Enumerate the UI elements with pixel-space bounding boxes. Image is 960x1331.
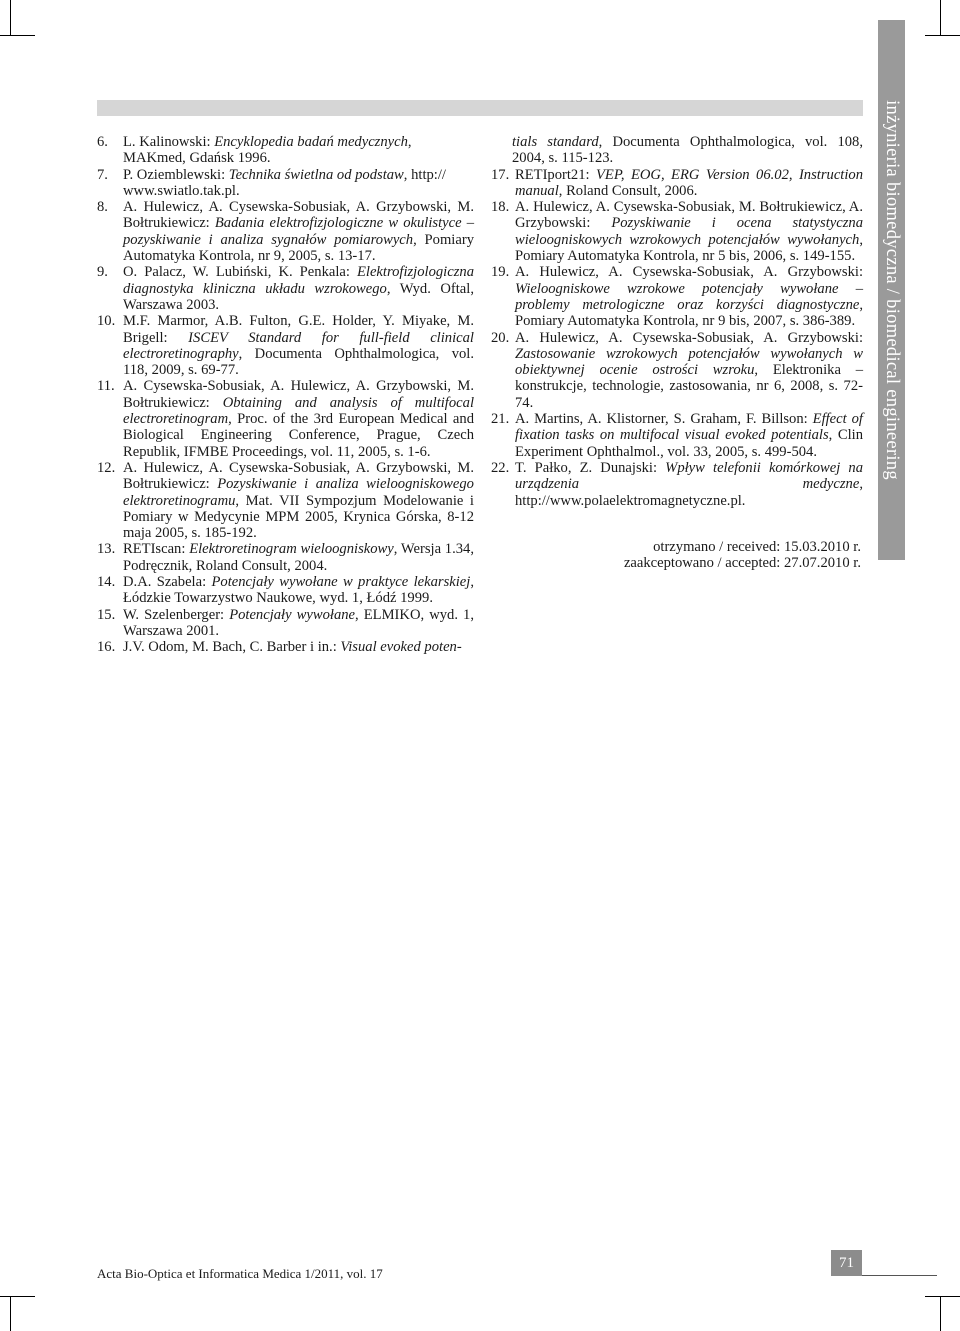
reference-item [97,639,474,655]
reference-title: Potencjały wywołane w praktyce lekarskiej [211,574,471,591]
reference-number: 17. [491,166,510,183]
reference-authors: D.A. Szabela: [123,574,212,591]
reference-item [97,199,474,264]
reference-text [123,378,474,459]
reference-item [491,264,863,329]
reference-text [123,460,474,541]
reference-text [123,639,474,655]
reference-source: , http:// www.swiatlo.tak.pl. [123,166,446,199]
reference-number: 11. [97,378,115,395]
reference-source: , Documenta Ophthalmologica, vol. 118, 2009, s. 69-77. [123,345,474,379]
reference-title: Wpływ telefonii komórkowej na urządzenia medyczne [515,459,863,493]
reference-title: Obtaining and analysis of multifocal electroretinogram [123,394,474,428]
reference-authors: T. Pałko, Z. Dunajski: [515,459,666,476]
reference-title: Elektrofizjologiczna diagnostyka kliniczna układu wzrokowego [123,264,474,297]
references-column-left [97,134,474,656]
reference-number: 19. [491,264,510,281]
reference-text [515,264,863,329]
reference-title: Visual evoked poten- [340,639,462,656]
reference-title: Technika świetlna od podstaw [228,166,404,183]
reference-source: , MAKmed, Gdańsk 1996. [123,134,412,167]
reference-authors: A. Hulewicz, A. Cysewska-Sobusiak, M. Bołtrukiewicz, A. Grzybowski: [515,199,863,232]
reference-source: , Clin Experiment Ophthalmol., vol. 33, 2005, s. 499-504. [515,427,863,460]
crop-mark [940,1296,941,1331]
reference-authors: M.F. Marmor, A.B. Fulton, G.E. Holder, Y. Miyake, M. Brigell: [123,313,474,346]
reference-item [491,411,863,460]
reference-item [97,134,474,167]
reference-number: 7. [97,166,108,183]
reference-authors: J.V. Odom, M. Bach, C. Barber i in.: [123,639,341,656]
reference-source: , Proc. of the 3rd European Medical and Biological Engineering Conference, Prague, Czech Republik, IFMBE Proceedings, vol. 11, 2005, s. 1-6. [123,411,474,460]
crop-mark [925,1296,960,1297]
accepted-date: zaakceptowano / accepted: 27.07.2010 r. [623,555,861,572]
reference-authors: O. Palacz, W. Lubiński, K. Penkala: [123,264,357,281]
reference-continuation [491,134,863,167]
reference-source: , Pomiary Automatyka Kontrola, nr 5 bis, 2006, s. 149-155. [515,231,863,265]
reference-title: tials standard [512,134,599,150]
crop-mark [10,1296,11,1331]
reference-item [97,574,474,607]
reference-item [97,541,474,574]
reference-source: , Wersja 1.34, Podręcznik, Roland Consult, 2004. [123,541,474,574]
reference-source: , ELMIKO, wyd. 1, Warszawa 2001. [123,606,475,639]
reference-title: Effect of fixation tasks on multifocal visual evoked potentials [515,411,863,444]
reference-authors: A. Hulewicz, A. Cysewska-Sobusiak, A. Grzybowski: [515,329,863,346]
reference-source: , Documenta Ophthalmologica, vol. 108, 2004, s. 115-123. [512,134,863,167]
reference-authors: W. Szelenberger: [123,606,230,623]
reference-text [123,607,474,640]
reference-text [515,411,863,460]
reference-number: 10. [97,313,116,330]
article-dates [491,539,863,572]
reference-authors: P. Oziemblewski: [123,166,229,183]
reference-item [97,607,474,640]
crop-mark [10,0,11,35]
reference-source: , Roland Consult, 2006. [558,182,698,199]
footer-rule [862,1275,937,1276]
reference-title: VEP, EOG, ERG Version 06.02, Instruction manual [515,166,863,199]
reference-number: 6. [97,134,108,150]
crop-mark [0,1296,35,1297]
crop-mark [925,35,960,36]
reference-item [97,313,474,378]
reference-text [123,167,474,200]
reference-title: Pozyskiwanie i analiza wieloogniskowego elektroretinogramu [123,476,474,509]
reference-source: , Pomiary Automatyka Kontrola, nr 9, 2005, s. 13-17. [123,231,474,265]
reference-text [515,167,863,200]
reference-number: 18. [491,199,510,216]
reference-title: Elektroretinogram wieloogniskowy [189,541,394,558]
reference-source: , Wyd. Oftal, Warszawa 2003. [123,280,474,313]
reference-number: 20. [491,329,510,346]
sidebar-banner [878,20,905,560]
reference-number: 21. [491,411,510,428]
reference-item [491,330,863,411]
references-column-right [491,134,863,571]
reference-title: Wieloogniskowe wzrokowe potencjały wywołane – problemy metrologiczne oraz korzyści diagnostyczne [515,280,863,313]
reference-source: , Łódzkie Towarzystwo Naukowe, wyd. 1, Łódź 1999. [123,574,474,607]
reference-authors: A. Hulewicz, A. Cysewska-Sobusiak, A. Grzybowski, M. Bołtrukiewicz: [123,199,474,232]
reference-number: 22. [491,459,510,476]
reference-text [515,460,863,509]
reference-source: , http://www.polaelektromagnetyczne.pl. [515,476,863,509]
reference-text [123,199,474,264]
reference-item [97,167,474,200]
reference-number: 16. [97,639,116,656]
reference-item [97,460,474,541]
reference-item [97,378,474,459]
crop-mark [940,0,941,35]
reference-title: ISCEV Standard for full-field clinical electroretinography [123,329,474,362]
received-date: otrzymano / received: 15.03.2010 r. [653,538,861,555]
reference-text [515,199,863,264]
page-number: 71 [831,1250,862,1276]
reference-text [515,330,863,411]
reference-text [123,134,474,167]
journal-footer: Acta Bio-Optica et Informatica Medica 1/2011, vol. 17 [97,1266,383,1281]
reference-authors: A. Martins, A. Klistorner, S. Graham, F. Billson: [515,411,813,428]
reference-authors: RETIscan: [123,541,190,558]
reference-number: 9. [97,264,108,281]
reference-title: Badania elektrofizjologiczne w okulistyce – pozyskiwanie i analiza sygnałów pomiarowych [123,215,474,248]
reference-number: 13. [97,541,116,558]
reference-source: , Elektronika – konstrukcje, technologie, zastosowania, nr 6, 2008, s. 72-74. [515,362,864,411]
reference-title: Encyklopedia badań medycznych [214,134,408,150]
reference-title: Pozyskiwanie i ocena statystyczna wieloogniskowych wzrokowych potencjałów wywołanych [515,215,863,248]
reference-source: , Mat. VII Sympozjum Modelowanie i Pomiary w Medycynie MPM 2005, Krynica Górska, 8-12 maja 2005, s. 185-192. [123,492,474,542]
reference-authors: L. Kalinowski: [123,134,215,150]
reference-item [491,460,863,509]
reference-text [123,313,474,378]
reference-number: 14. [97,574,116,591]
crop-mark [0,35,35,36]
reference-number: 15. [97,606,116,623]
reference-authors: RETIport21: [515,166,597,183]
sidebar-label: inżynieria biomedyczna / biomedical engineering [882,100,902,480]
reference-text [123,264,474,313]
reference-text [123,574,474,607]
reference-number: 12. [97,459,116,476]
header-bar [97,100,863,116]
reference-authors: A. Hulewicz, A. Cysewska-Sobusiak, A. Grzybowski: [515,264,863,281]
reference-title: Zastosowanie wzrokowych potencjałów wywołanych w obiektywnej ocenie ostrości wzroku [515,345,863,379]
reference-authors: A. Cysewska-Sobusiak, A. Hulewicz, A. Grzybowski, M. Bołtrukiewicz: [123,378,474,411]
reference-authors: A. Hulewicz, A. Cysewska-Sobusiak, A. Grzybowski, M. Bołtrukiewicz: [123,459,474,493]
reference-item [97,264,474,313]
reference-item [491,167,863,200]
reference-number: 8. [97,199,108,216]
reference-title: Potencjały wywołane [229,606,356,623]
reference-source: , Pomiary Automatyka Kontrola, nr 9 bis, 2007, s. 386-389. [515,296,863,330]
reference-item [491,199,863,264]
reference-text [123,541,474,574]
